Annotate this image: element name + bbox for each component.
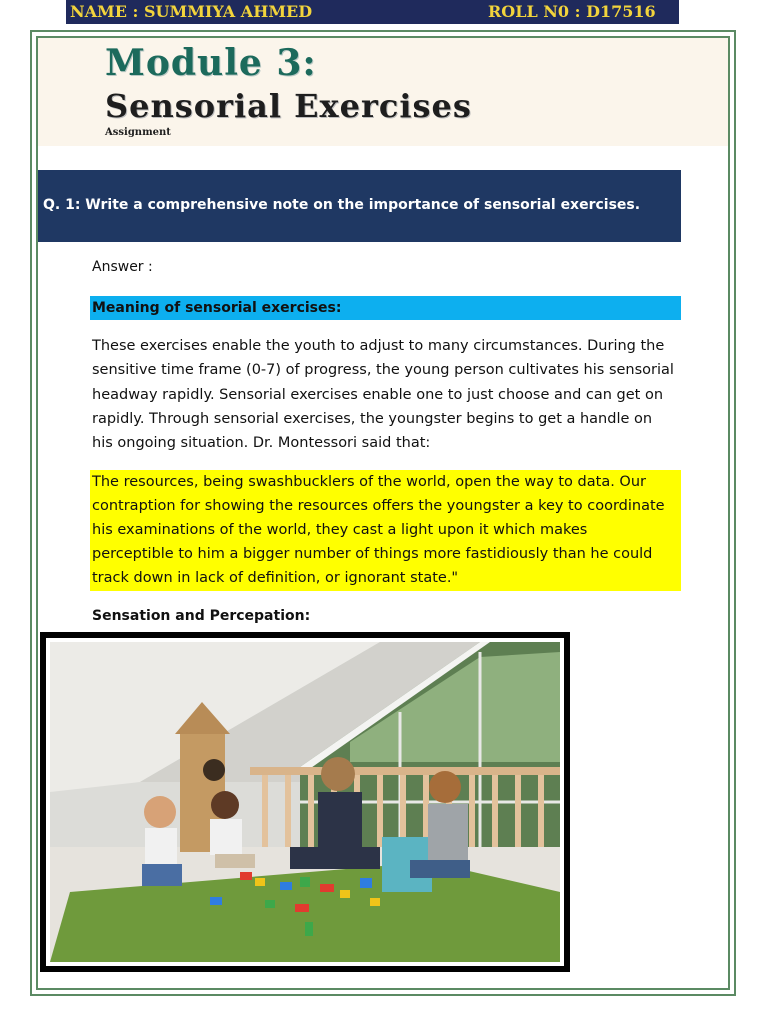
question-text: Q. 1: Write a comprehensive note on the importance of sensorial exercises. bbox=[43, 197, 641, 213]
quote-line: his examinations of the world, they cast a light upon it which makes bbox=[92, 522, 588, 538]
quote-line: The resources, being swashbucklers of the world, open the way to data. Our bbox=[92, 474, 646, 490]
highlighted-quote bbox=[90, 470, 681, 591]
paragraph-line: his ongoing situation. Dr. Montessori said that: bbox=[92, 435, 431, 452]
paragraph-line: headway rapidly. Sensorial exercises enable one to just choose and can get on bbox=[92, 386, 664, 403]
assignment-label: Assignment bbox=[105, 127, 171, 138]
student-name: NAME : SUMMIYA AHMED bbox=[70, 2, 313, 21]
body-paragraph bbox=[92, 334, 682, 455]
photo-children-playing-blocks bbox=[50, 642, 560, 962]
quote-line: perceptible to him a bigger number of things more fastidiously than he could bbox=[92, 546, 653, 562]
paragraph-line: These exercises enable the youth to adjust to many circumstances. During the bbox=[92, 338, 665, 354]
answer-label: Answer : bbox=[92, 259, 153, 275]
roll-number: ROLL N0 : D17516 bbox=[488, 2, 656, 21]
paragraph-line: sensitive time frame (0-7) of progress, the young person cultivates his sensorial bbox=[92, 362, 674, 379]
question-box bbox=[38, 170, 681, 242]
meaning-heading: Meaning of sensorial exercises: bbox=[92, 300, 342, 316]
header-bar bbox=[66, 0, 679, 24]
paragraph-line: rapidly. Through sensorial exercises, the youngster begins to get a handle on bbox=[92, 410, 653, 427]
module-title: Module 3: bbox=[105, 42, 317, 84]
topic-title: Sensorial Exercises bbox=[105, 87, 472, 125]
quote-line: track down in lack of definition, or ignorant state." bbox=[92, 570, 459, 586]
sensation-heading: Sensation and Percepation: bbox=[92, 608, 311, 624]
photo-frame bbox=[40, 632, 570, 972]
quote-line: contraption for showing the resources offers the youngster a key to coordinate bbox=[92, 498, 665, 514]
meaning-heading-box bbox=[90, 296, 681, 320]
